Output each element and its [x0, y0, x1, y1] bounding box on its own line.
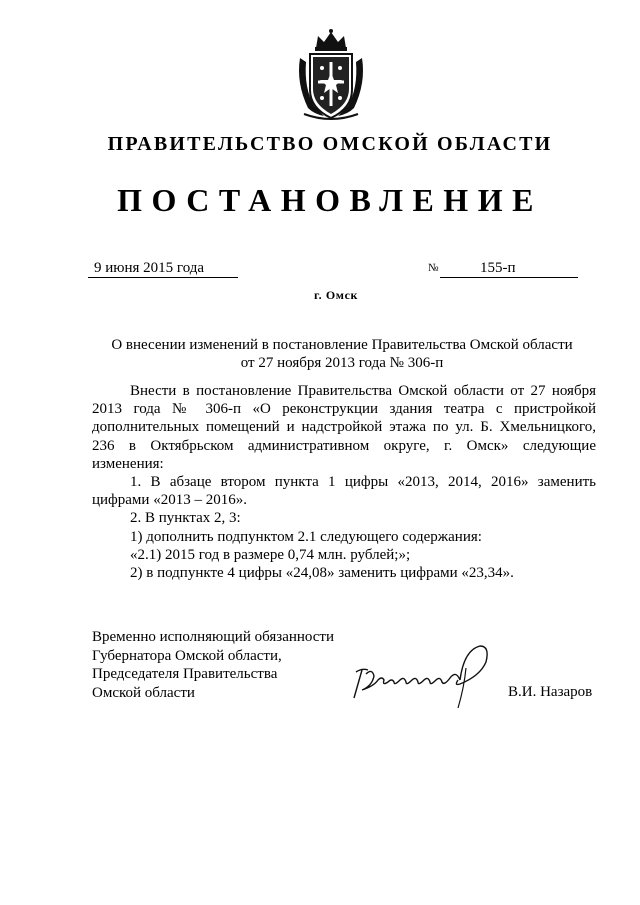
government-name: ПРАВИТЕЛЬСТВО ОМСКОЙ ОБЛАСТИ — [107, 133, 553, 155]
body-item-2-sub-1-text: «2.1) 2015 год в размере 0,74 млн. рублей;»; — [130, 546, 411, 563]
body-item-2-sub-2: 2) в подпункте 4 цифры «24,08» заменить цифрами «23,34». — [130, 565, 514, 582]
body-item-1: 1. В абзаце втором пункта 1 цифры «2013, 2014, 2016» заменить цифрами «2013 – 2016». — [92, 474, 596, 509]
document-subject — [92, 336, 592, 372]
coat-of-arms-emblem — [294, 28, 368, 122]
number-sign: № — [428, 262, 439, 274]
body-item-2: 2. В пунктах 2, 3: — [130, 510, 241, 527]
body-item-2-sub-1: 1) дополнить подпунктом 2.1 следующего содержания: — [130, 528, 482, 545]
handwritten-signature — [348, 640, 498, 710]
signatory-title-line: Временно исполняющий обязанности — [92, 629, 335, 645]
signatory-title — [92, 628, 372, 702]
subject-line-1: О внесении изменений в постановление Правительства Омской области — [111, 337, 573, 353]
document-date: 9 июня 2015 года — [88, 259, 238, 278]
city-label: г. Омск — [313, 288, 359, 302]
signatory-title-line: Председателя Правительства — [92, 666, 278, 682]
document-body — [92, 382, 596, 582]
document-number: 155-п — [440, 259, 578, 278]
body-intro-paragraph: Внести в постановление Правительства Омской области от 27 ноября 2013 года № 306-п «О реконструкции здания театра с пристройкой дополнительных помещений и надстройкой этажа по ул. Б. Хмельницкого, 236 в Октябрьском административном округе, г. Омск» следующие изменения: — [92, 383, 596, 472]
signatory-title-line: Омской области — [92, 684, 195, 701]
signatory-name: В.И. Назаров — [508, 684, 593, 700]
document-type-title: ПОСТАНОВЛЕНИЕ — [117, 182, 543, 218]
signatory-title-line: Губернатора Омской области, — [92, 647, 282, 664]
subject-line-2: от 27 ноября 2013 года № 306-п — [240, 355, 444, 371]
